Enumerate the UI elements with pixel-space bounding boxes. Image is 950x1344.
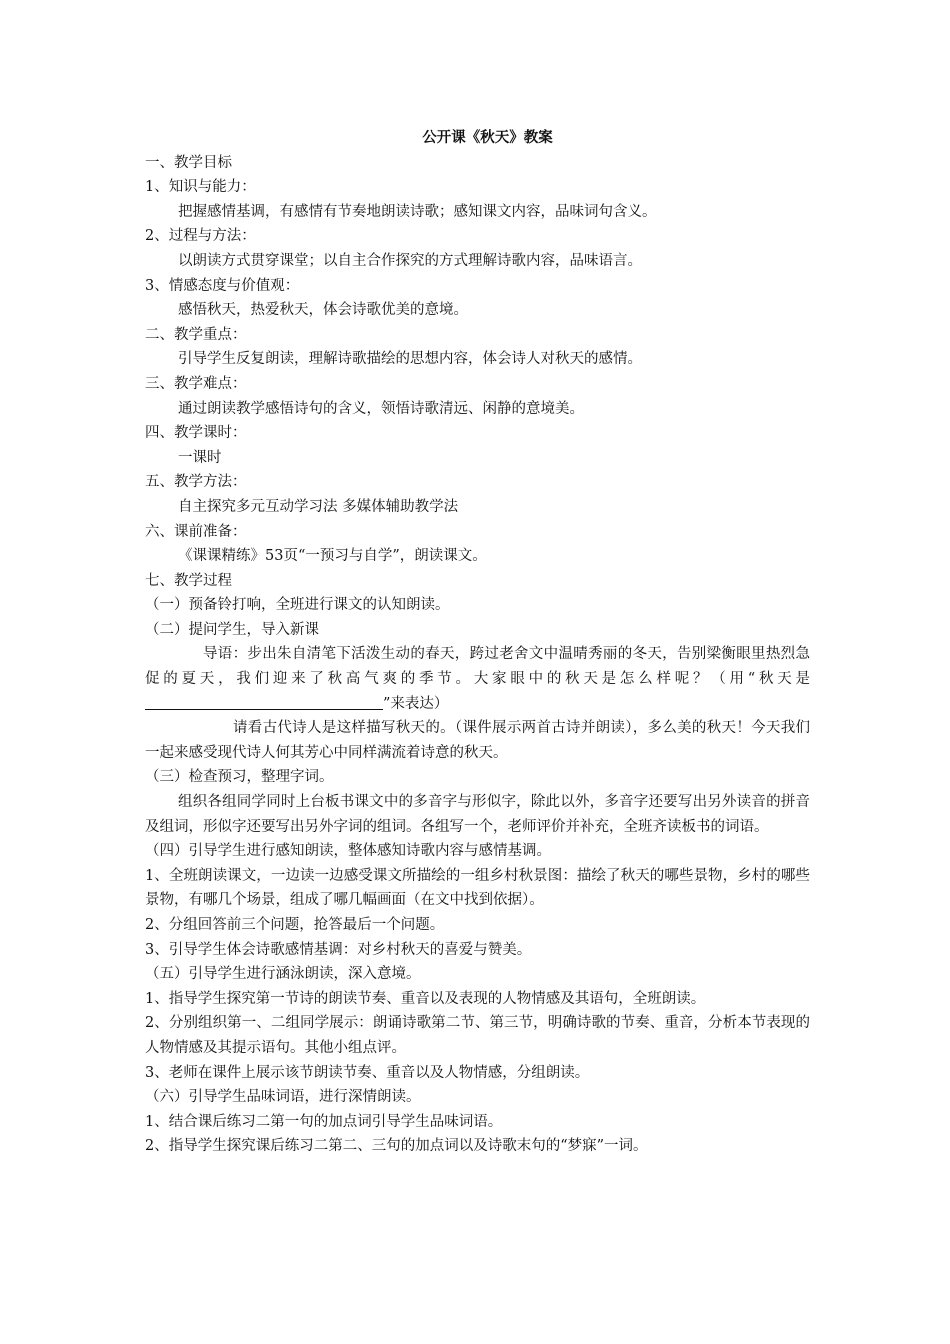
intro-paragraph (145, 642, 810, 716)
step-5-item-1: 1、指导学生探究第一节诗的朗读节奏、重音以及表现的人物情感及其语句，全班朗读。 (145, 990, 706, 1007)
fill-in-blank (145, 693, 383, 710)
section-heading-procedure: 七、教学过程 (145, 572, 232, 589)
step-5-item-2: 2、分别组织第一、二组同学展示：朗诵诗歌第二节、第三节，明确诗歌的节奏、重音，分析本节表现的人物情感及其提示语句。其他小组点评。 (145, 1015, 810, 1056)
section-heading-objectives: 一、教学目标 (145, 154, 232, 171)
text-periods: 一课时 (178, 449, 222, 466)
step-3: （三）检查预习，整理字词。 (145, 769, 334, 786)
section-heading-preparation: 六、课前准备： (145, 523, 247, 540)
section-heading-periods: 四、教学课时： (145, 425, 247, 442)
subheading-process: 2、过程与方法： (145, 228, 256, 245)
step-4-item-1: 1、全班朗读课文，一边读一边感受课文所描绘的一组乡村秋景图：描绘了秋天的哪些景物，乡村的哪些景物，有哪几个场景，组成了哪几幅画面（在文中找到依据）。 (145, 867, 810, 909)
step-6: （六）引导学生品味词语，进行深情朗读。 (145, 1089, 421, 1106)
preview-paragraph: 组织各组同学同时上台板书课文中的多音字与形似字，除此以外，多音字还要写出另外读音的拼音及组词，形似字还要写出另外字词的组词。各组写一个，老师评价并补充，全班齐读板书的词语。 (145, 794, 810, 835)
step-4-item-2: 2、分组回答前三个问题，抢答最后一个问题。 (145, 917, 445, 933)
text-methods: 自主探究多元互动学习法 多媒体辅助教学法 (178, 498, 459, 515)
document-title: 公开课《秋天》教案 (422, 130, 553, 146)
text-preparation: 《课课精练》53页“一预习与自学”，朗读课文。 (178, 548, 487, 565)
section-heading-key-points: 二、教学重点： (145, 326, 247, 343)
subheading-attitude: 3、情感态度与价值观： (145, 277, 300, 294)
intro-text: 导语：步出朱自清笔下活泼生动的春天，跨过老舍文中温晴秀丽的冬天，告别梁衡眼里热烈急促的夏天，我们迎来了秋高气爽的季节。大家眼中的秋天是怎么样呢？（用“秋天是 (145, 646, 810, 688)
step-1: （一）预备铃打响，全班进行课文的认知朗读。 (145, 597, 450, 614)
subheading-knowledge: 1、知识与能力： (145, 179, 256, 196)
step-5: （五）引导学生进行涵泳朗读，深入意境。 (145, 966, 421, 983)
document-page (145, 126, 810, 1159)
section-heading-difficulties: 三、教学难点： (145, 375, 247, 392)
step-4: （四）引导学生进行感知朗读，整体感知诗歌内容与感情基调。 (145, 843, 551, 860)
step-2: （二）提问学生，导入新课 (145, 621, 319, 638)
step-6-item-1: 1、结合课后练习二第一句的加点词引导学生品味词语。 (145, 1113, 503, 1130)
text-difficulties: 通过朗读教学感悟诗句的含义，领悟诗歌清远、闲静的意境美。 (178, 400, 584, 417)
text-key-points: 引导学生反复朗读，理解诗歌描绘的思想内容，体会诗人对秋天的感情。 (178, 351, 642, 368)
step-4-item-3: 3、引导学生体会诗歌感情基调：对乡村秋天的喜爱与赞美。 (145, 941, 532, 958)
text-knowledge: 把握感情基调，有感情有节奏地朗读诗歌；感知课文内容，品味词句含义。 (178, 203, 657, 220)
step-5-item-3: 3、老师在课件上展示该节朗读节奏、重音以及人物情感，分组朗读。 (145, 1064, 590, 1081)
text-process: 以朗读方式贯穿课堂；以自主合作探究的方式理解诗歌内容，品味语言。 (178, 252, 642, 269)
step-6-item-2: 2、指导学生探究课后练习二第二、三句的加点词以及诗歌末句的“梦寐”一词。 (145, 1138, 648, 1155)
ancient-poems-paragraph: 请看古代诗人是这样描写秋天的。（课件展示两首古诗并朗读），多么美的秋天！今天我们一起来感受现代诗人何其芳心中同样满流着诗意的秋天。 (145, 720, 810, 761)
section-heading-methods: 五、教学方法： (145, 474, 247, 491)
intro-text-end: ”来表达） (383, 695, 449, 712)
text-attitude: 感悟秋天，热爱秋天，体会诗歌优美的意境。 (178, 302, 468, 319)
